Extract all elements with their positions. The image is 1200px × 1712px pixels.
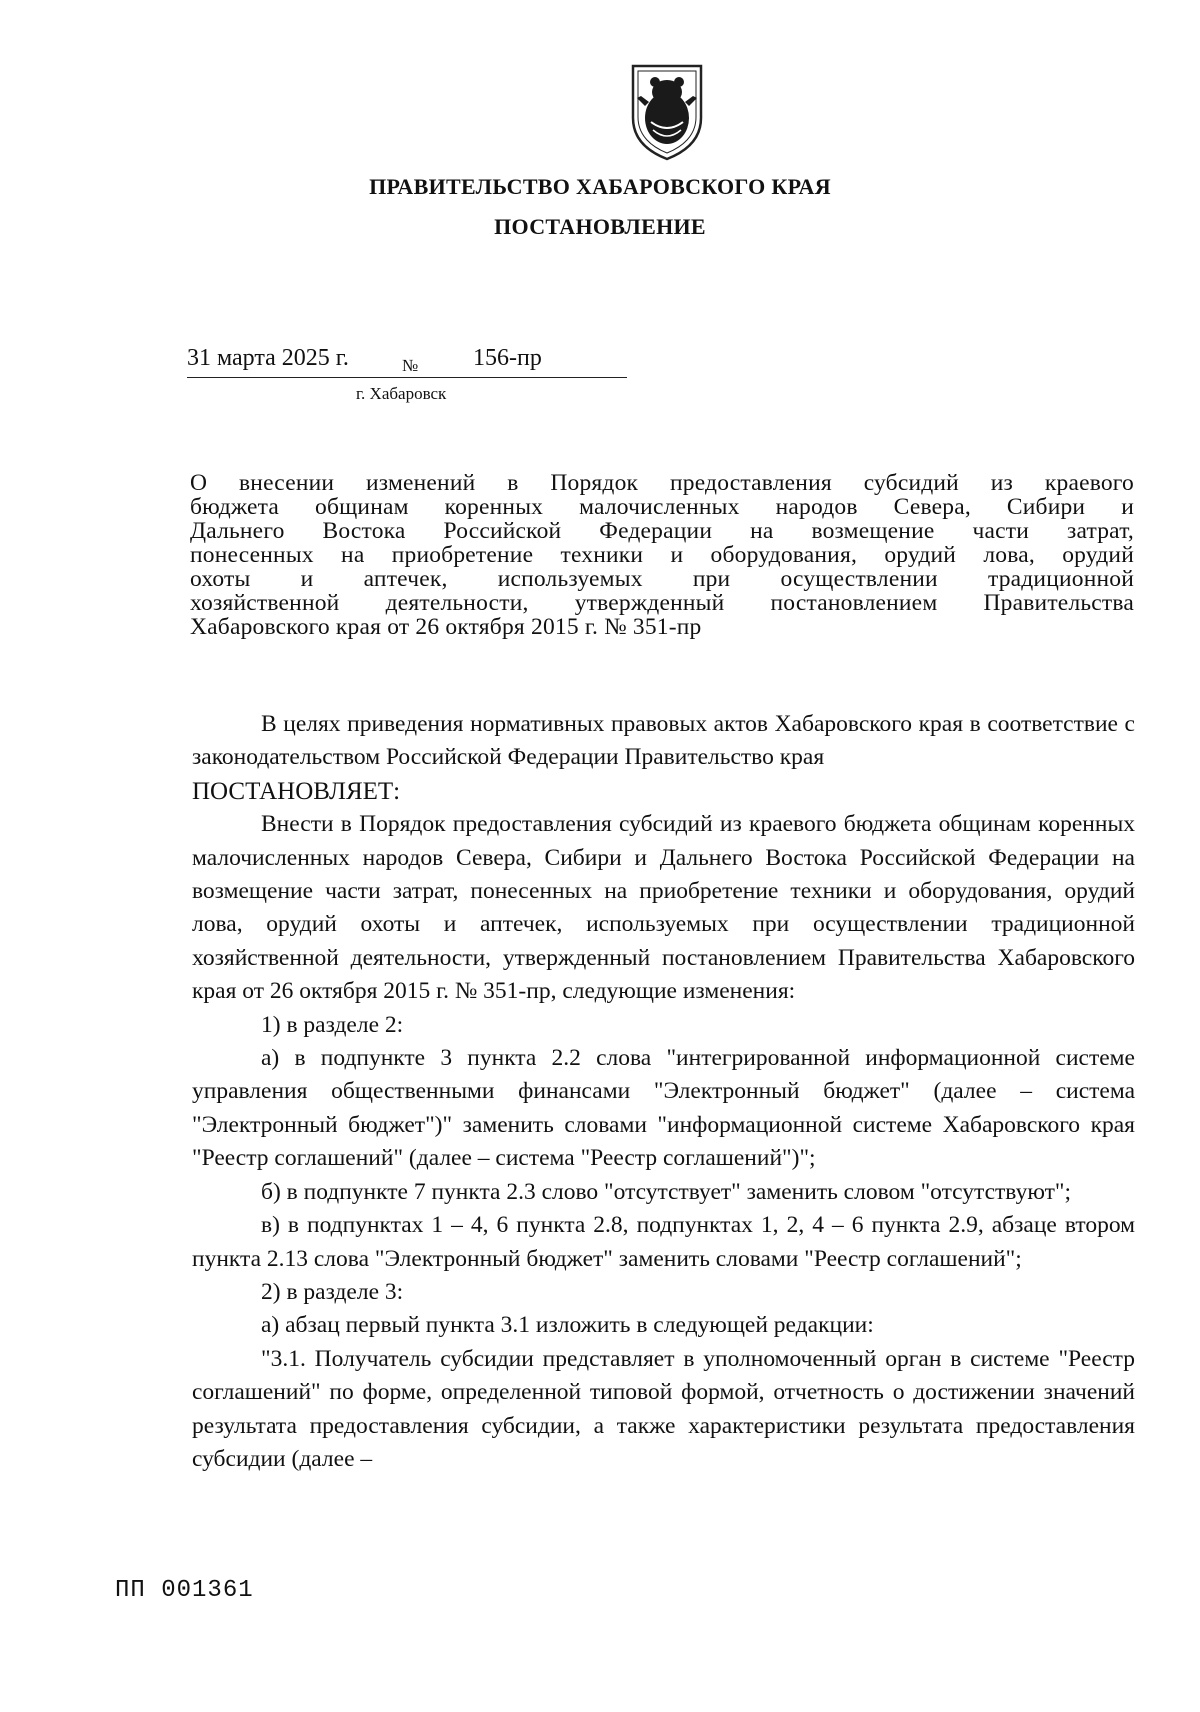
number-sign: № — [402, 356, 419, 375]
body-paragraph: 2) в разделе 3: — [261, 1278, 404, 1305]
document-date: 31 марта 2025 г. — [187, 345, 349, 371]
body-paragraph: 1) в разделе 2: — [261, 1011, 404, 1038]
subject-line: охоты и аптечек, используемых при осуществлении традиционной — [190, 566, 1134, 592]
document-subject — [190, 471, 1134, 639]
subject-line: Хабаровского края от 26 октября 2015 г. № 351-пр — [190, 614, 702, 640]
body-paragraph: б) в подпункте 7 пункта 2.3 слово "отсутствует" заменить словом "отсутствуют"; — [261, 1178, 1071, 1205]
form-code: ПП 001361 — [115, 1577, 254, 1604]
organization-title: ПРАВИТЕЛЬСТВО ХАБАРОВСКОГО КРАЯ — [369, 174, 831, 199]
body-paragraph: в) в подпунктах 1 – 4, 6 пункта 2.8, подпунктах 1, 2, 4 – 6 пункта 2.9, абзаце втором пункта 2.13 слова "Электронный бюджет" заменить словами "Реестр соглашений"; — [192, 1212, 1135, 1272]
registration-underline — [187, 377, 627, 378]
subject-line: О внесении изменений в Порядок предоставления субсидий из краевого — [190, 470, 1134, 496]
body-paragraph: а) абзац первый пункта 3.1 изложить в следующей редакции: — [261, 1312, 874, 1339]
body-paragraph: Внести в Порядок предоставления субсидий из краевого бюджета общинам коренных малочисленных народов Севера, Сибири и Дальнего Востока Российской Федерации на возмещение части затрат, понесенных на приобретение техники и оборудования, орудий лова, орудий охоты и аптечек, используемых при осуществлении традиционной хозяйственной деятельности, утвержденный постановлением Правительства Хабаровского края от 26 октября 2015 г. № 351-пр, следующие изменения: — [192, 811, 1135, 1005]
subject-line: Дальнего Востока Российской Федерации на возмещение части затрат, — [190, 518, 1134, 544]
document-type: ПОСТАНОВЛЕНИЕ — [494, 214, 706, 239]
coat-of-arms-icon — [627, 62, 707, 162]
subject-line: понесенных на приобретение техники и оборудования, орудий лова, орудий — [190, 542, 1134, 568]
body-paragraph: "3.1. Получатель субсидии представляет в уполномоченный орган в системе "Реестр соглашений" по форме, определенной типовой формой, отчетность о достижении значений результата предоставления субсидии, а также характеристики результата предоставления субсидии (далее – — [192, 1345, 1135, 1472]
preamble-paragraph: В целях приведения нормативных правовых актов Хабаровского края в соответствие с законодательством Российской Федерации Правительство края — [192, 711, 1135, 771]
subject-line: хозяйственной деятельности, утвержденный постановлением Правительства — [190, 590, 1134, 616]
city: г. Хабаровск — [356, 384, 447, 403]
document-number: 156-пр — [473, 345, 542, 371]
body-paragraph: а) в подпункте 3 пункта 2.2 слова "интегрированной информационной системе управления общественными финансами "Электронный бюджет" (далее – система "Электронный бюджет")" заменить словами "информационной системе Хабаровского края "Реестр соглашений" (далее – система "Реестр соглашений")"; — [192, 1045, 1135, 1172]
subject-line: бюджета общинам коренных малочисленных народов Севера, Сибири и — [190, 494, 1134, 520]
document-body — [192, 708, 1135, 1476]
resolves-heading: ПОСТАНОВЛЯЕТ: — [192, 777, 401, 805]
